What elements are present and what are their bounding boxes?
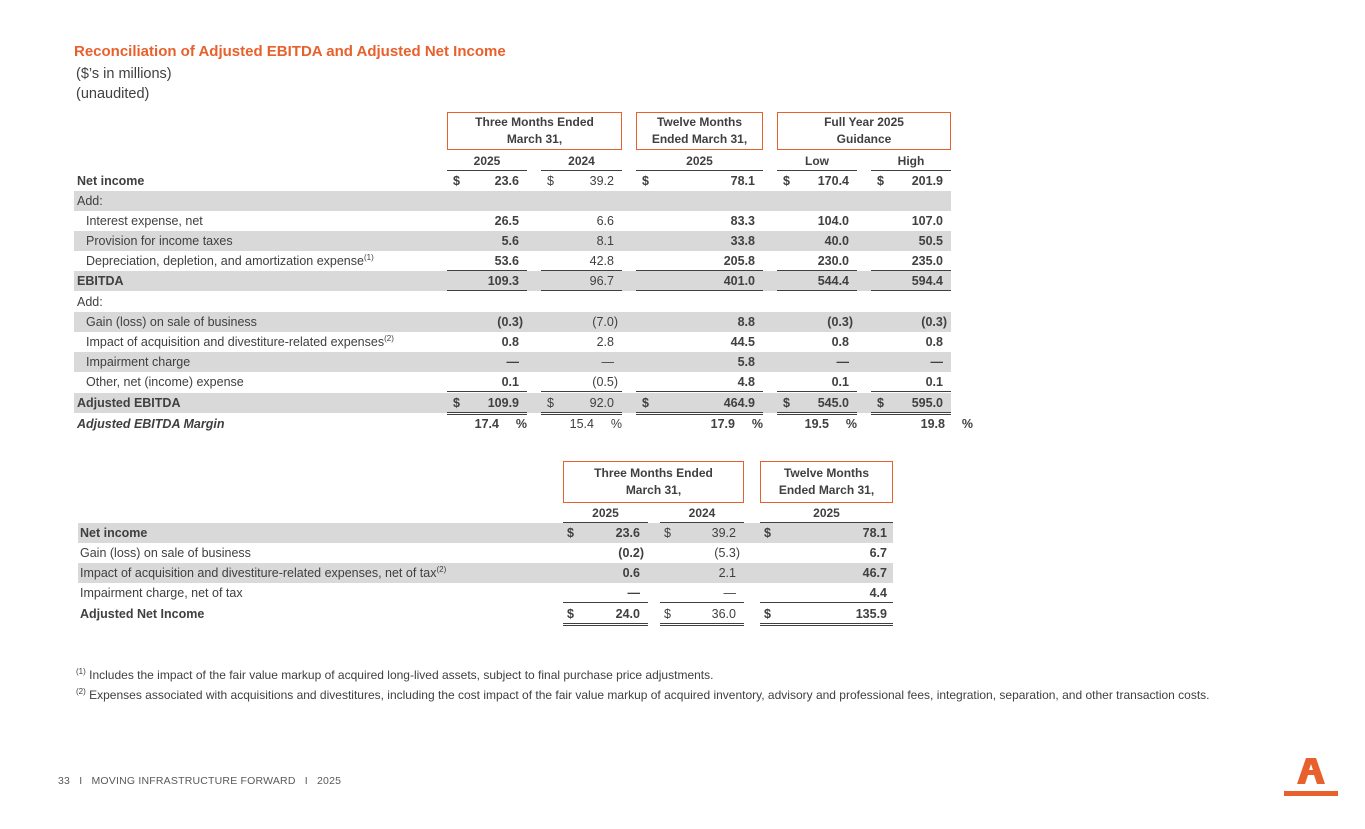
table-row-income-taxes xyxy=(74,231,951,251)
cell xyxy=(541,312,622,331)
cell-value: 23.6 xyxy=(494,174,519,188)
header-twelve-months xyxy=(636,112,763,150)
cell-value: 6.7 xyxy=(869,546,887,560)
row-label xyxy=(86,251,374,271)
table-row-gain-loss xyxy=(74,312,951,332)
dollar-sign: $ xyxy=(453,396,460,410)
header-three-months xyxy=(563,461,744,503)
cell xyxy=(447,171,527,190)
cell xyxy=(541,171,622,190)
cell-value: 0.8 xyxy=(925,335,943,349)
cell-value: 15.4 xyxy=(569,417,594,431)
cell xyxy=(871,393,951,415)
cell xyxy=(760,563,893,582)
page-number: 33 xyxy=(58,775,71,787)
cell xyxy=(760,604,893,626)
cell xyxy=(777,393,857,415)
cell xyxy=(447,393,527,415)
cell xyxy=(636,231,763,250)
table-row-ebitda-margin xyxy=(74,414,973,434)
footer-tagline: MOVING INFRASTRUCTURE FORWARD xyxy=(91,775,296,787)
header-twelve-months xyxy=(760,461,893,503)
cell-value: 4.4 xyxy=(869,586,887,600)
cell-value: 33.8 xyxy=(730,234,755,248)
cell xyxy=(871,211,951,230)
cell xyxy=(660,604,744,626)
cell xyxy=(447,211,527,230)
cell-value: 545.0 xyxy=(817,396,849,410)
col-header-2024: 2024 xyxy=(541,153,622,171)
cell xyxy=(777,231,857,250)
row-label: Adjusted EBITDA Margin xyxy=(77,417,225,431)
row-label xyxy=(80,563,446,583)
footer-year: 2025 xyxy=(316,775,342,787)
cell xyxy=(871,231,951,250)
table-row-impairment xyxy=(74,352,951,372)
cell xyxy=(541,393,622,415)
table-row-add xyxy=(74,292,951,312)
cell xyxy=(660,563,744,582)
cell xyxy=(636,372,763,392)
percent-sign: % xyxy=(751,417,763,431)
cell xyxy=(541,211,622,230)
cell xyxy=(760,543,893,562)
cell-value: — xyxy=(930,355,943,369)
table-row-adjusted-net-income xyxy=(78,604,893,624)
row-label-text: Depreciation, depletion, and amortization expense xyxy=(86,254,364,268)
cell-value: 24.0 xyxy=(615,607,640,621)
cell-value: 17.4 xyxy=(474,417,499,431)
cell xyxy=(541,271,622,291)
company-logo-icon xyxy=(1284,758,1338,800)
cell-value: 39.2 xyxy=(711,526,736,540)
footnote-2 xyxy=(76,687,1291,704)
cell xyxy=(777,312,857,331)
cell xyxy=(541,414,622,433)
table-row-impairment xyxy=(78,583,893,603)
cell-value: 26.5 xyxy=(494,214,519,228)
footer-separator: I xyxy=(304,775,308,787)
cell-value: 401.0 xyxy=(723,274,755,288)
cell-value: 19.8 xyxy=(920,417,945,431)
header-twelve-months-label: Twelve Months Ended March 31, xyxy=(778,466,875,497)
dollar-sign: $ xyxy=(567,526,574,540)
table-row-ebitda xyxy=(74,271,951,291)
cell-value: 96.7 xyxy=(589,274,614,288)
cell-value: (7.0) xyxy=(592,315,618,329)
cell-value: 0.8 xyxy=(501,335,519,349)
col-header-2025: 2025 xyxy=(447,153,527,171)
table-row-net-income xyxy=(78,523,893,543)
dollar-sign: $ xyxy=(453,174,460,188)
cell xyxy=(871,171,951,190)
cell xyxy=(636,211,763,230)
percent-sign: % xyxy=(845,417,857,431)
cell-value: — xyxy=(836,355,849,369)
cell-value: 544.4 xyxy=(817,274,849,288)
cell xyxy=(777,414,857,433)
cell xyxy=(777,171,857,190)
cell-value: — xyxy=(506,355,519,369)
cell xyxy=(563,604,648,626)
cell xyxy=(447,312,527,331)
row-label: Net income xyxy=(77,174,145,188)
cell xyxy=(636,251,763,271)
percent-sign: % xyxy=(515,417,527,431)
cell-value: 0.8 xyxy=(831,335,849,349)
footnote-ref: (2) xyxy=(384,334,394,343)
cell xyxy=(871,352,951,371)
cell-value: 8.1 xyxy=(596,234,614,248)
dollar-sign: $ xyxy=(664,607,671,621)
col-header-2025: 2025 xyxy=(563,505,648,523)
cell xyxy=(760,523,893,542)
row-label: Provision for income taxes xyxy=(86,234,233,248)
cell-value: (0.5) xyxy=(592,375,618,389)
cell-value: (0.3) xyxy=(827,315,853,329)
header-three-months-label: Three Months Ended March 31, xyxy=(594,466,713,497)
subtitle-unaudited: (unaudited) xyxy=(76,86,150,102)
cell xyxy=(777,211,857,230)
cell xyxy=(777,332,857,351)
cell-value: 0.6 xyxy=(622,566,640,580)
cell xyxy=(447,352,527,371)
header-full-year-label: Full Year 2025 Guidance xyxy=(824,115,904,146)
table-row-other xyxy=(74,372,951,392)
col-header-low: Low xyxy=(777,153,857,171)
cell-value: — xyxy=(601,355,614,369)
dollar-sign: $ xyxy=(783,174,790,188)
page-title: Reconciliation of Adjusted EBITDA and Adjusted Net Income xyxy=(74,43,506,60)
footnote-1-text: Includes the impact of the fair value markup of acquired long-lived assets, subject to final purchase price adjustments. xyxy=(89,668,714,682)
col-header-high: High xyxy=(871,153,951,171)
cell-value: 2.1 xyxy=(718,566,736,580)
row-label: Gain (loss) on sale of business xyxy=(86,315,257,329)
cell-value: 205.8 xyxy=(723,254,755,268)
cell-value: (5.3) xyxy=(714,546,740,560)
cell xyxy=(777,251,857,271)
col-header-twelve-2025: 2025 xyxy=(636,153,763,171)
table-row-dda xyxy=(74,251,951,271)
cell xyxy=(563,563,648,582)
cell-value: 23.6 xyxy=(615,526,640,540)
cell xyxy=(636,312,763,331)
cell xyxy=(541,251,622,271)
cell-value: 46.7 xyxy=(862,566,887,580)
cell-value: 6.6 xyxy=(596,214,614,228)
cell xyxy=(447,372,527,392)
row-label: Other, net (income) expense xyxy=(86,375,244,389)
row-label-text: Impact of acquisition and divestiture-related expenses, net of tax xyxy=(80,566,437,580)
col-header-2024: 2024 xyxy=(660,505,744,523)
footnote-ref: (1) xyxy=(363,253,374,262)
footnote-1-mark: (1) xyxy=(76,667,86,676)
cell-value: 0.1 xyxy=(925,375,943,389)
cell-value: 40.0 xyxy=(824,234,849,248)
subtitle-units: ($’s in millions) xyxy=(76,66,172,82)
cell-value: 0.1 xyxy=(501,375,519,389)
cell xyxy=(636,414,763,433)
row-label: Adjusted EBITDA xyxy=(77,396,181,410)
cell-value: 19.5 xyxy=(804,417,829,431)
cell xyxy=(563,583,648,603)
cell-value: — xyxy=(627,586,640,600)
dollar-sign: $ xyxy=(547,396,554,410)
cell xyxy=(871,251,951,271)
cell-value: 50.5 xyxy=(918,234,943,248)
cell xyxy=(636,271,763,291)
row-label: Adjusted Net Income xyxy=(80,607,205,621)
cell-value: 5.6 xyxy=(501,234,519,248)
cell xyxy=(760,583,893,603)
cell-value: 5.8 xyxy=(737,355,755,369)
cell xyxy=(871,414,973,433)
cell xyxy=(871,372,951,392)
footnote-ref: (2) xyxy=(436,565,447,574)
cell-value: 595.0 xyxy=(911,396,943,410)
row-label: Impairment charge xyxy=(86,355,191,369)
cell-value: (0.3) xyxy=(497,315,523,329)
header-three-months-label: Three Months Ended March 31, xyxy=(475,115,594,146)
cell xyxy=(447,332,527,351)
cell xyxy=(871,312,951,331)
table-row-net-income xyxy=(74,171,951,191)
cell-value: 170.4 xyxy=(817,174,849,188)
cell xyxy=(563,523,648,542)
cell xyxy=(447,251,527,271)
dollar-sign: $ xyxy=(877,396,884,410)
footnote-2-text: Expenses associated with acquisitions and divestitures, including the cost impact of the fair value markup of acquired inventory, advisory and professional fees, integration, separation, and other transaction costs. xyxy=(89,688,1210,702)
dollar-sign: $ xyxy=(642,396,649,410)
cell-value: 92.0 xyxy=(589,396,614,410)
row-label: Interest expense, net xyxy=(86,214,203,228)
cell-value: 464.9 xyxy=(723,396,755,410)
footnote-1 xyxy=(76,667,1296,684)
table-row-acquisition-expenses xyxy=(74,332,951,352)
cell-value: 53.6 xyxy=(494,254,519,268)
cell xyxy=(871,332,951,351)
cell xyxy=(660,523,744,542)
cell-value: 36.0 xyxy=(711,607,736,621)
cell-value: 39.2 xyxy=(589,174,614,188)
cell xyxy=(541,352,622,371)
cell xyxy=(636,352,763,371)
cell-value: 104.0 xyxy=(817,214,849,228)
table-row-interest-expense xyxy=(74,211,951,231)
cell xyxy=(541,332,622,351)
cell-value: 0.1 xyxy=(831,375,849,389)
page-footer xyxy=(58,775,341,787)
cell-value: 8.8 xyxy=(737,315,755,329)
footer-separator: I xyxy=(79,775,83,787)
row-label: Add: xyxy=(77,194,103,208)
col-header-twelve-2025: 2025 xyxy=(760,505,893,523)
cell xyxy=(636,393,763,415)
cell-value: 4.8 xyxy=(737,375,755,389)
row-label xyxy=(86,332,394,352)
row-label: Add: xyxy=(77,295,103,309)
cell xyxy=(541,231,622,250)
cell xyxy=(447,414,527,433)
cell-value: 107.0 xyxy=(911,214,943,228)
percent-sign: % xyxy=(610,417,622,431)
cell xyxy=(777,372,857,392)
cell xyxy=(636,332,763,351)
cell-value: 42.8 xyxy=(589,254,614,268)
header-full-year-guidance xyxy=(777,112,951,150)
cell xyxy=(777,271,857,291)
table-row-add xyxy=(74,191,951,211)
cell-value: 594.4 xyxy=(911,274,943,288)
row-label: Impairment charge, net of tax xyxy=(80,586,243,600)
cell-value: 135.9 xyxy=(855,607,887,621)
cell-value: 235.0 xyxy=(911,254,943,268)
cell xyxy=(447,231,527,250)
cell xyxy=(777,352,857,371)
cell-value: 2.8 xyxy=(596,335,614,349)
cell xyxy=(660,583,744,603)
row-label: EBITDA xyxy=(77,274,124,288)
percent-sign: % xyxy=(961,417,973,431)
dollar-sign: $ xyxy=(547,174,554,188)
cell-value: 201.9 xyxy=(911,174,943,188)
cell-value: 78.1 xyxy=(862,526,887,540)
dollar-sign: $ xyxy=(783,396,790,410)
cell xyxy=(871,271,951,291)
table-row-gain-loss xyxy=(78,543,893,563)
row-label-text: Impact of acquisition and divestiture-related expenses xyxy=(86,335,385,349)
dollar-sign: $ xyxy=(567,607,574,621)
cell-value: 109.9 xyxy=(487,396,519,410)
cell-value: 83.3 xyxy=(730,214,755,228)
cell xyxy=(447,271,527,291)
header-three-months xyxy=(447,112,622,150)
dollar-sign: $ xyxy=(664,526,671,540)
cell xyxy=(636,171,763,190)
dollar-sign: $ xyxy=(642,174,649,188)
cell-value: 230.0 xyxy=(817,254,849,268)
table-row-adjusted-ebitda xyxy=(74,393,951,413)
cell xyxy=(563,543,648,562)
row-label: Net income xyxy=(80,526,148,540)
cell-value: — xyxy=(723,586,736,600)
row-label: Gain (loss) on sale of business xyxy=(80,546,251,560)
cell-value: 17.9 xyxy=(710,417,735,431)
footnote-2-mark: (2) xyxy=(76,687,86,696)
cell-value: 44.5 xyxy=(730,335,755,349)
cell-value: (0.2) xyxy=(618,546,644,560)
dollar-sign: $ xyxy=(764,607,771,621)
dollar-sign: $ xyxy=(877,174,884,188)
cell-value: 78.1 xyxy=(730,174,755,188)
cell xyxy=(660,543,744,562)
cell xyxy=(541,372,622,392)
cell-value: 109.3 xyxy=(487,274,519,288)
header-twelve-months-label: Twelve Months Ended March 31, xyxy=(651,115,748,146)
table-row-acquisition-expenses xyxy=(78,563,893,583)
dollar-sign: $ xyxy=(764,526,771,540)
cell-value: (0.3) xyxy=(921,315,947,329)
